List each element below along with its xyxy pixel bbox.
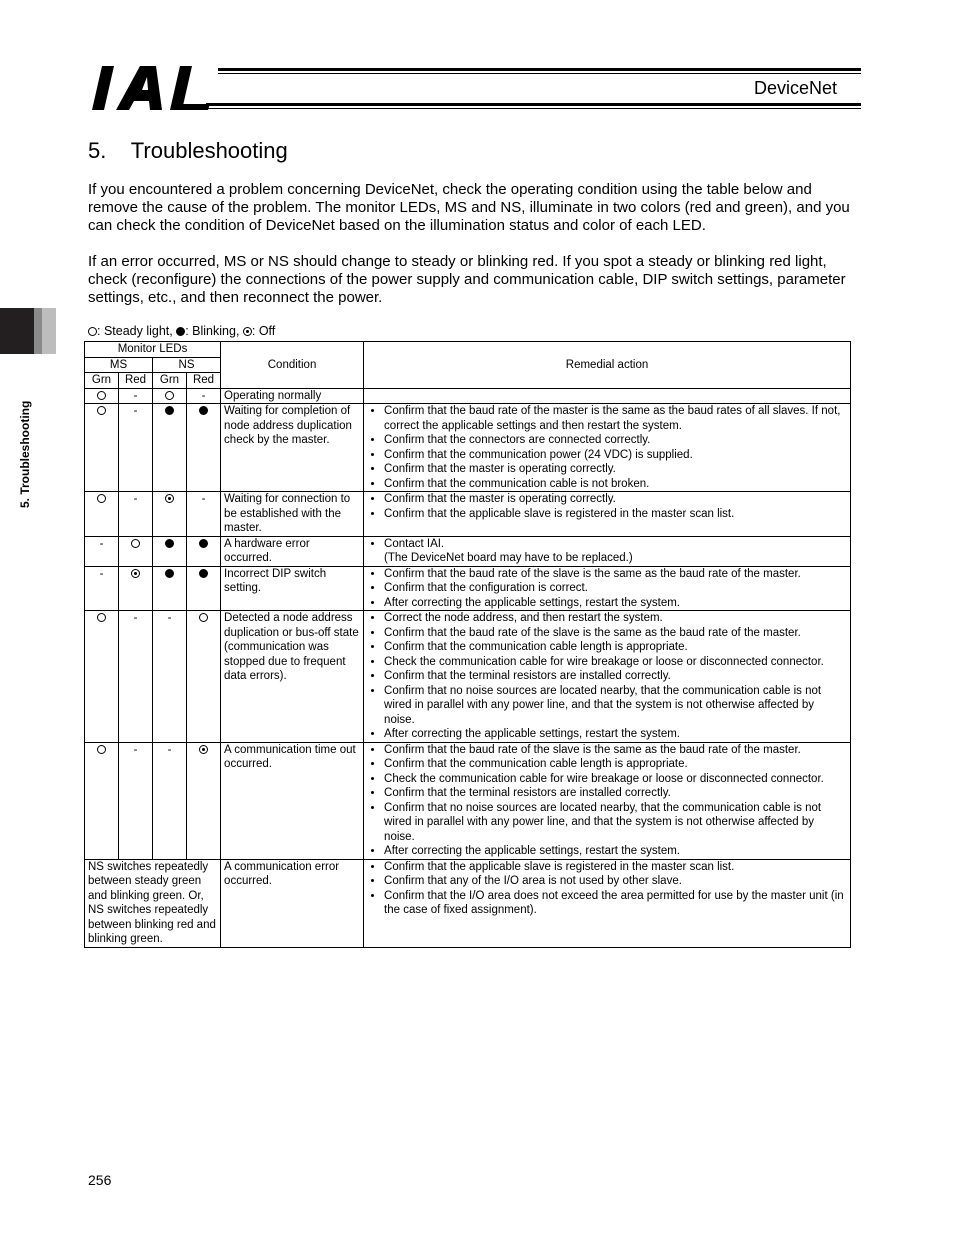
remedial-action-cell (364, 388, 851, 404)
ns-grn-header: Grn (153, 373, 187, 389)
ms-red-cell (119, 566, 153, 611)
remedial-action-item: • Confirm that the connectors are connected correctly. (384, 433, 847, 448)
off-light-icon (165, 494, 174, 503)
ns-header: NS (153, 357, 221, 373)
remedial-action-item: • Confirm that the applicable slave is registered in the master scan list. (384, 507, 847, 522)
condition-cell: Detected a node address duplication or bus-off state (communication was stopped due to frequent data errors). (221, 611, 364, 743)
remedial-action-item: • Confirm that the baud rate of the slave is the same as the baud rate of the master. (384, 567, 847, 582)
ms-grn-cell (85, 742, 119, 859)
chapter-side-tab (0, 308, 56, 354)
remedial-action-item: • Confirm that the communication cable length is appropriate. (384, 757, 847, 772)
ms-grn-cell: - (85, 536, 119, 566)
steady-light-icon (88, 327, 97, 336)
blinking-light-icon (165, 539, 174, 548)
ns-grn-cell (153, 388, 187, 404)
remedial-action-item: • Contact IAI. (The DeviceNet board may have to be replaced.) (384, 537, 847, 566)
remedial-action-list (367, 743, 847, 859)
condition-cell: Waiting for connection to be established with the master. (221, 492, 364, 537)
ms-grn-cell (85, 492, 119, 537)
remedial-action-item: • Confirm that the baud rate of the slave is the same as the baud rate of the master. (384, 626, 847, 641)
blinking-light-icon (199, 539, 208, 548)
blinking-light-icon (165, 569, 174, 578)
table-row (85, 742, 851, 859)
ms-grn-header: Grn (85, 373, 119, 389)
remedial-action-cell (364, 536, 851, 566)
condition-cell: A hardware error occurred. (221, 536, 364, 566)
logo-text: IAI (92, 64, 94, 65)
remedial-action-item: • Confirm that the communication cable is not broken. (384, 477, 847, 492)
troubleshooting-table (84, 341, 851, 948)
remedial-action-item: • Confirm that the I/O area does not exceed the area permitted for use by the master unit (in the case of fixed assignment). (384, 889, 847, 918)
off-light-icon (131, 569, 140, 578)
table-row (85, 536, 851, 566)
header-rule-bottom-thin (206, 108, 861, 109)
legend-blinking-label: : Blinking, (185, 324, 243, 338)
remedial-action-item: • After correcting the applicable settings, restart the system. (384, 727, 847, 742)
section-title: 5. Troubleshooting (88, 138, 288, 163)
ms-red-cell: - (119, 404, 153, 492)
remedial-action-list (367, 611, 847, 742)
ns-red-cell: - (187, 388, 221, 404)
ms-red-cell (119, 536, 153, 566)
header-devicenet-label: DeviceNet (754, 78, 838, 98)
remedial-action-list (367, 567, 847, 611)
off-light-icon (199, 745, 208, 754)
ns-grn-cell (153, 492, 187, 537)
steady-light-icon (97, 745, 106, 754)
ms-header: MS (85, 357, 153, 373)
condition-cell: A communication time out occurred. (221, 742, 364, 859)
steady-light-icon (131, 539, 140, 548)
remedial-action-item: • Confirm that the terminal resistors are installed correctly. (384, 786, 847, 801)
header-rule-bottom (206, 103, 861, 106)
table-row (85, 492, 851, 537)
remedial-action-item: • Confirm that no noise sources are located nearby, that the communication cable is not wired in parallel with any power line, and that the system is not otherwise affected by noise. (384, 684, 847, 728)
ms-red-cell: - (119, 388, 153, 404)
condition-cell: Operating normally (221, 388, 364, 404)
ns-red-header: Red (187, 373, 221, 389)
ns-red-cell (187, 404, 221, 492)
condition-cell: Waiting for completion of node address duplication check by the master. (221, 404, 364, 492)
ns-red-cell (187, 536, 221, 566)
intro-paragraph: If you encountered a problem concerning DeviceNet, check the operating condition using the table below and remove the cause of the problem. The monitor LEDs, MS and NS, illuminate in two colors (red and green), and you can check the condition of DeviceNet based on the illumination status and color of each LED. (88, 181, 850, 234)
ns-grn-cell (153, 536, 187, 566)
table-row (85, 566, 851, 611)
remedial-action-item: • Confirm that the communication cable length is appropriate. (384, 640, 847, 655)
steady-light-icon (97, 391, 106, 400)
side-tab-label: 5. Troubleshooting (18, 400, 32, 508)
ms-grn-cell (85, 388, 119, 404)
remedial-action-item: • Confirm that the master is operating correctly. (384, 462, 847, 477)
ns-grn-cell: - (153, 611, 187, 743)
steady-light-icon (199, 613, 208, 622)
remedial-action-item: • Correct the node address, and then restart the system. (384, 611, 847, 626)
error-paragraph: If an error occurred, MS or NS should change to steady or blinking red. If you spot a steady or blinking red light, check (reconfigure) the connections of the power supply and communication cable, DIP switch settings, parameter settings, etc., and then reconnect the power. (88, 253, 846, 306)
remedial-action-item: • Confirm that the terminal resistors are installed correctly. (384, 669, 847, 684)
ns-red-cell (187, 611, 221, 743)
ms-grn-cell (85, 611, 119, 743)
table-row (85, 859, 851, 947)
steady-light-icon (165, 391, 174, 400)
ns-grn-cell (153, 404, 187, 492)
table-body (85, 388, 851, 947)
ns-red-cell: - (187, 492, 221, 537)
remedial-action-item: • Check the communication cable for wire breakage or loose or disconnected connector. (384, 772, 847, 787)
condition-cell: A communication error occurred. (221, 859, 364, 947)
table-row (85, 611, 851, 743)
ms-red-header: Red (119, 373, 153, 389)
header-rule-thin (218, 73, 861, 74)
remedial-action-list (367, 860, 847, 918)
ms-grn-cell: - (85, 566, 119, 611)
header-rule (218, 68, 861, 71)
condition-cell: Incorrect DIP switch setting. (221, 566, 364, 611)
remedial-action-item: • Confirm that no noise sources are located nearby, that the communication cable is not wired in parallel with any power line, and that the system is not otherwise affected by noise. (384, 801, 847, 845)
remedial-action-list (367, 492, 847, 521)
ns-grn-cell: - (153, 742, 187, 859)
remedial-action-cell (364, 492, 851, 537)
steady-light-icon (97, 613, 106, 622)
page-number: 256 (88, 1172, 112, 1188)
remedial-action-item: • Confirm that the baud rate of the slave is the same as the baud rate of the master. (384, 743, 847, 758)
remedial-action-cell (364, 742, 851, 859)
off-light-icon (243, 327, 252, 336)
steady-light-icon (97, 406, 106, 415)
remedial-action-item: • Check the communication cable for wire breakage or loose or disconnected connector. (384, 655, 847, 670)
remedial-action-item: • Confirm that the configuration is correct. (384, 581, 847, 596)
remedial-action-item: • Confirm that the baud rate of the master is the same as the baud rates of all slaves. If not, correct the applicable settings and then restart the system. (384, 404, 847, 433)
ms-red-cell: - (119, 492, 153, 537)
steady-light-icon (97, 494, 106, 503)
blinking-light-icon (199, 569, 208, 578)
ns-red-cell (187, 566, 221, 611)
remedial-action-item: • Confirm that the applicable slave is registered in the master scan list. (384, 860, 847, 875)
legend-off-label: : Off (251, 324, 276, 338)
remedial-action-item: • Confirm that any of the I/O area is not used by other slave. (384, 874, 847, 889)
led-description-cell: NS switches repeatedly between steady green and blinking green. Or, NS switches repeatedly between blinking red and blinking green. (85, 859, 221, 947)
ms-red-cell: - (119, 742, 153, 859)
monitor-leds-header: Monitor LEDs (85, 342, 221, 358)
iai-logo (92, 64, 210, 112)
table-row (85, 404, 851, 492)
remedial-action-header: Remedial action (364, 342, 851, 389)
remedial-action-item: • Confirm that the master is operating correctly. (384, 492, 847, 507)
remedial-action-cell (364, 404, 851, 492)
remedial-action-cell (364, 859, 851, 947)
remedial-action-item: • After correcting the applicable settings, restart the system. (384, 844, 847, 859)
remedial-action-list (367, 537, 847, 566)
blinking-light-icon (176, 327, 185, 336)
legend-steady-label: : Steady light, (97, 324, 177, 338)
legend (88, 324, 275, 338)
ns-red-cell (187, 742, 221, 859)
blinking-light-icon (165, 406, 174, 415)
remedial-action-item: • After correcting the applicable settings, restart the system. (384, 596, 847, 611)
remedial-action-cell (364, 566, 851, 611)
ms-grn-cell (85, 404, 119, 492)
remedial-action-list (367, 404, 847, 491)
ms-red-cell: - (119, 611, 153, 743)
ns-grn-cell (153, 566, 187, 611)
remedial-action-item: • Confirm that the communication power (24 VDC) is supplied. (384, 448, 847, 463)
condition-header: Condition (221, 342, 364, 389)
table-row (85, 388, 851, 404)
blinking-light-icon (199, 406, 208, 415)
remedial-action-cell (364, 611, 851, 743)
